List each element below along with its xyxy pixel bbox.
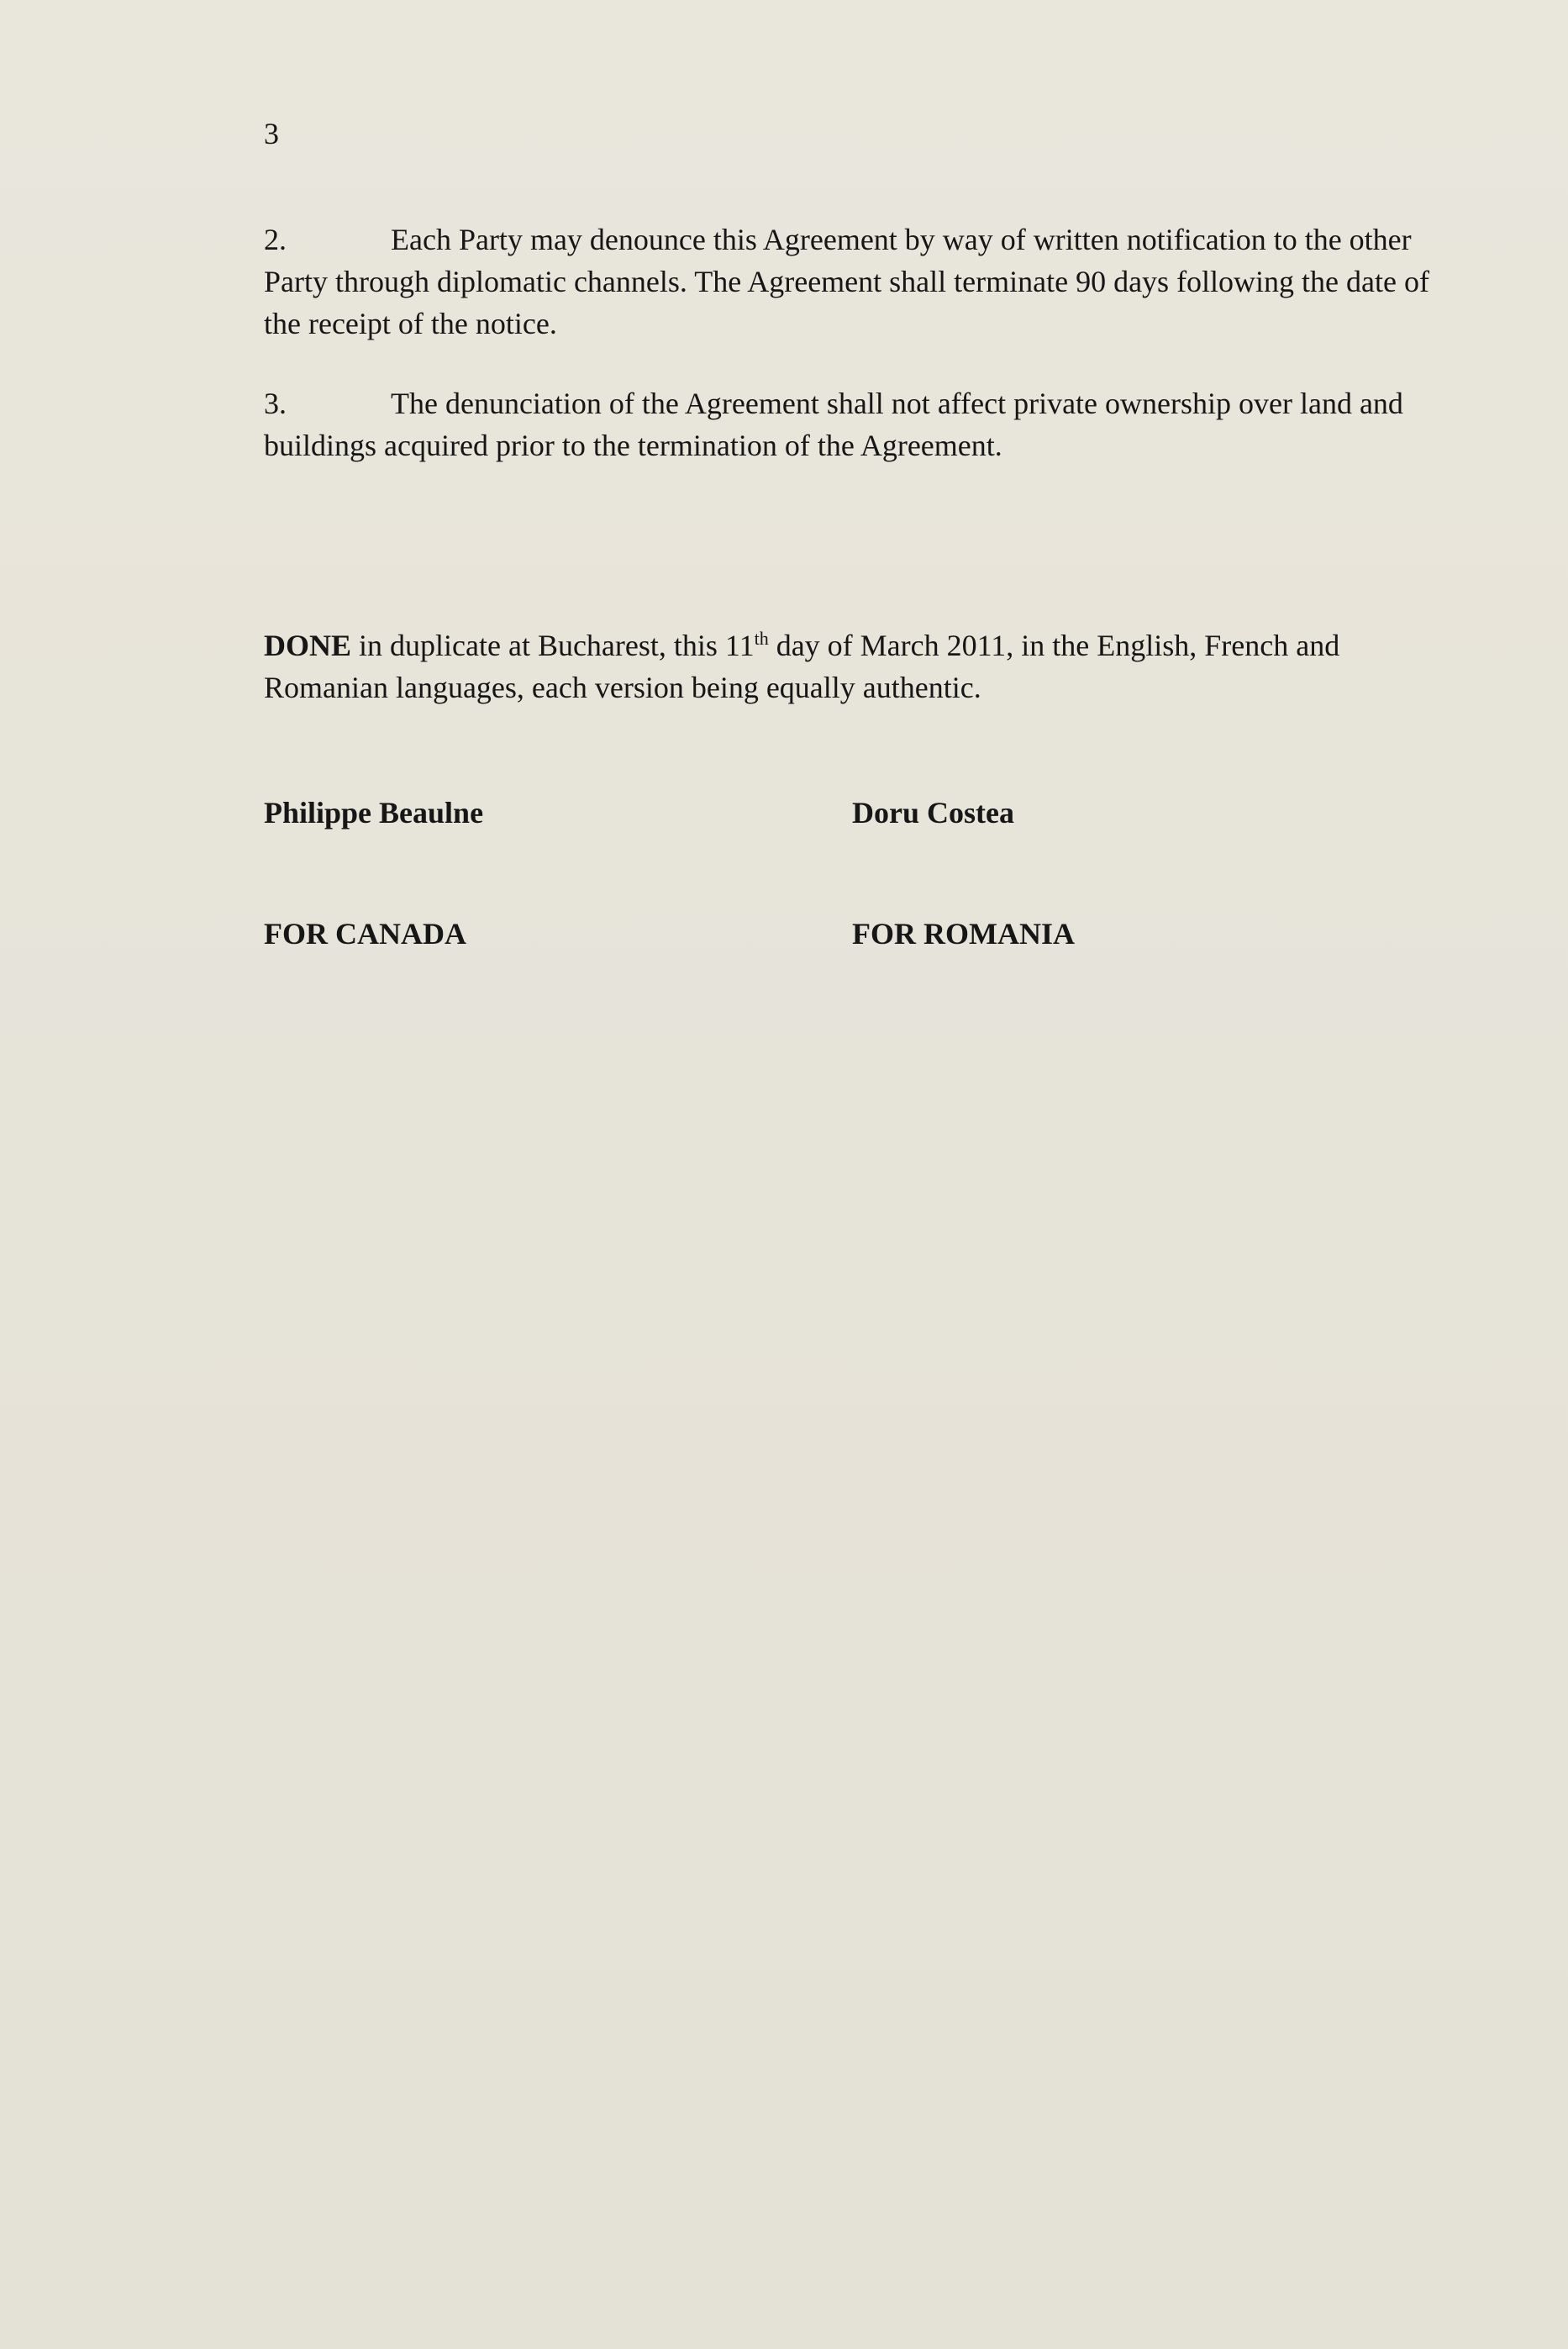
paragraph-number: 3. xyxy=(264,387,287,420)
done-lead: DONE xyxy=(264,629,352,662)
signatory-country-canada: FOR CANADA xyxy=(264,917,466,951)
done-text-end: day of March 2011, in the English, French and Romanian languages, each version being equally authentic. xyxy=(264,629,1340,704)
signatory-country-romania: FOR ROMANIA xyxy=(852,917,1075,951)
done-clause xyxy=(264,624,1440,708)
paragraph-2 xyxy=(264,219,1440,345)
signatory-name-romania: Doru Costea xyxy=(852,796,1014,830)
paragraph-3 xyxy=(264,382,1440,466)
done-text-start: in duplicate at Bucharest, this 11 xyxy=(351,629,755,662)
page-number: 3 xyxy=(264,117,279,150)
paragraph-number: 2. xyxy=(264,223,287,256)
paragraph-text: The denunciation of the Agreement shall not affect private ownership over land and buildings acquired prior to the termination of the Agreement. xyxy=(264,387,1403,462)
ordinal-suffix: th xyxy=(754,628,769,649)
paragraph-text: Each Party may denounce this Agreement by way of written notification to the other Party through diplomatic channels. The Agreement shall terminate 90 days following the date of the receipt of the notice. xyxy=(264,223,1429,340)
signatory-name-canada: Philippe Beaulne xyxy=(264,796,484,830)
